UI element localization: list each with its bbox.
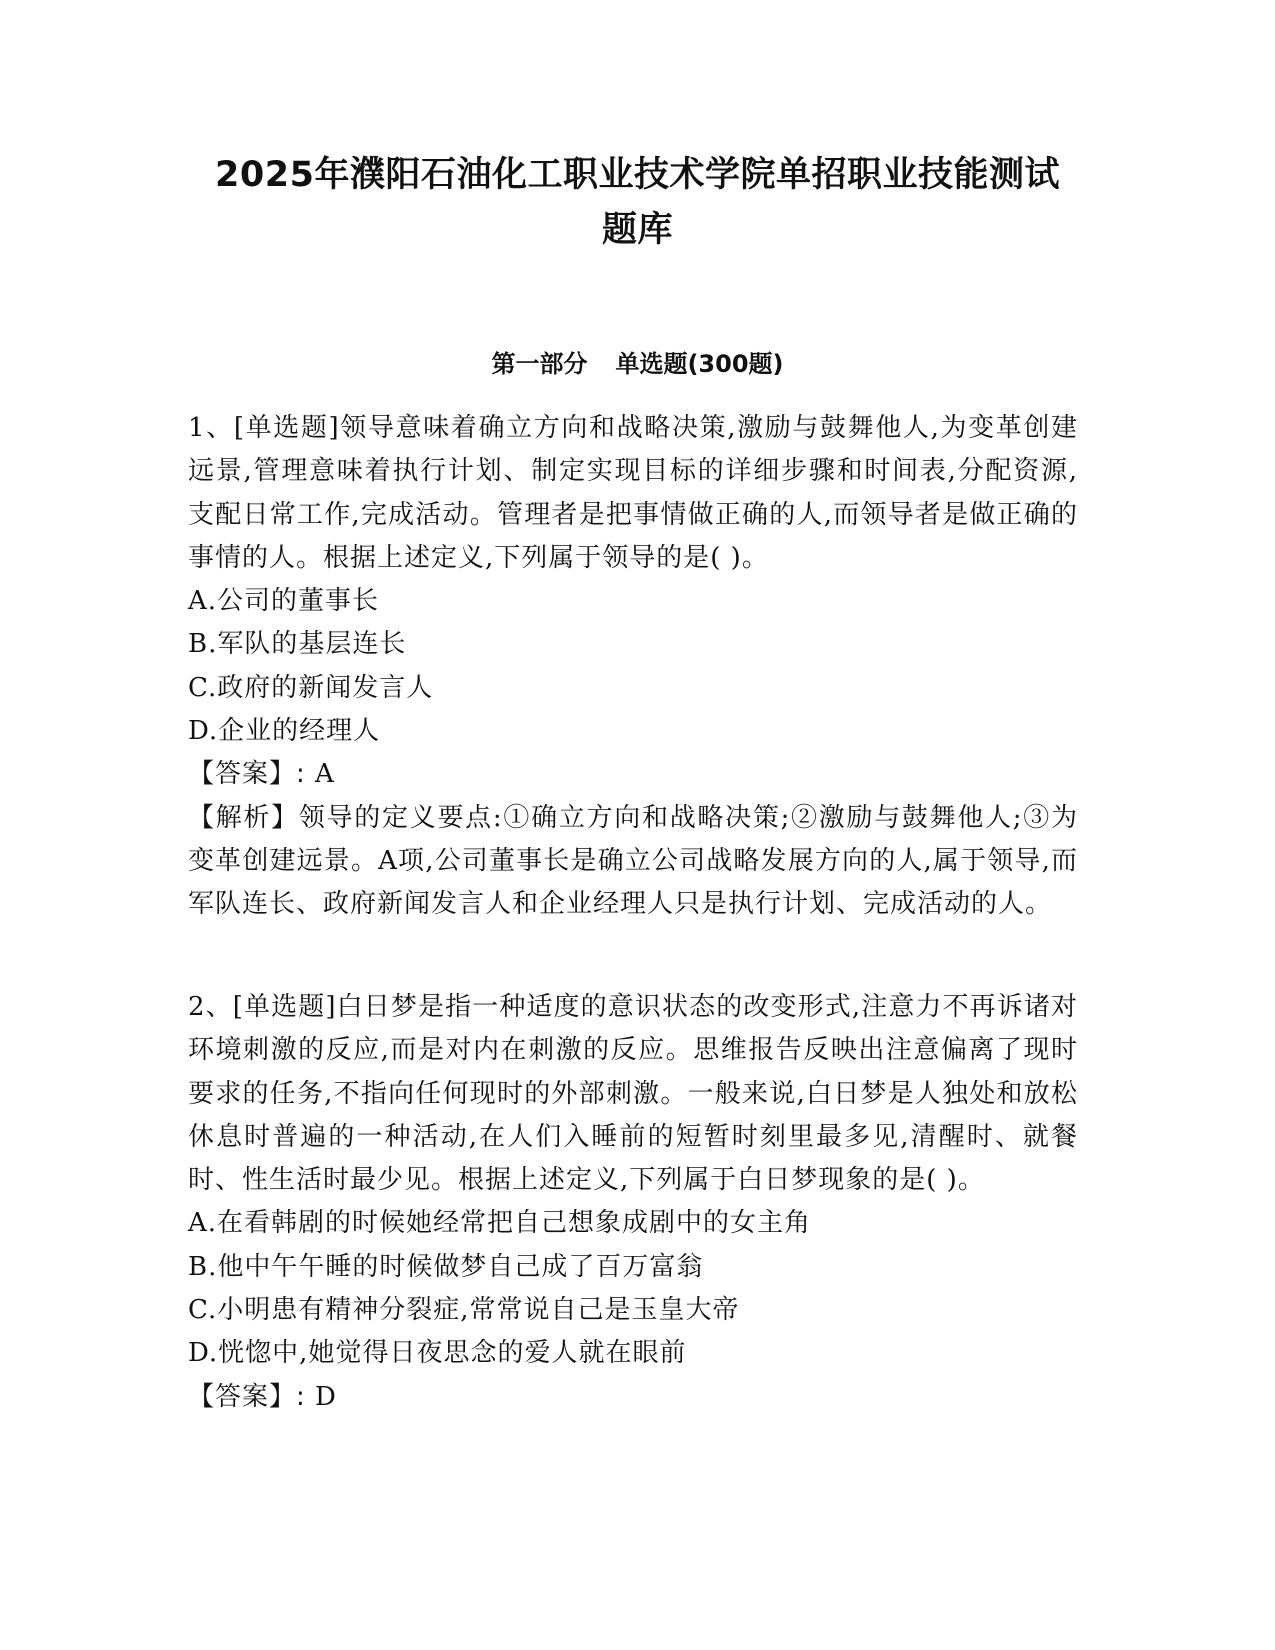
option-b: B.他中午午睡的时候做梦自己成了百万富翁 bbox=[188, 1251, 704, 1282]
option-a: A.在看韩剧的时候她经常把自己想象成剧中的女主角 bbox=[188, 1208, 812, 1239]
section-part: 第一部分 bbox=[491, 350, 588, 378]
document-title bbox=[150, 148, 1125, 258]
answer-line bbox=[188, 1376, 1078, 1419]
question-stem bbox=[188, 986, 1078, 1202]
option-c: C.小明患有精神分裂症,常常说自己是玉皇大帝 bbox=[188, 1295, 740, 1326]
question-1 bbox=[188, 407, 1078, 927]
answer-separator: : bbox=[296, 759, 316, 790]
question-type-tag: [单选题] bbox=[233, 413, 340, 443]
question-2 bbox=[188, 986, 1078, 1419]
question-stem-text: 领导意味着确立方向和战略决策,激励与鼓舞他人,为变革创建远景,管理意味着执行计划、制定实现目标的详细步骤和时间表,分配资源,支配日常工作,完成活动。管理者是把事情做正确的人,而领导者是做正确的事情的人。根据上述定义,下列属于领导的是( )。 bbox=[188, 413, 1079, 573]
option-d: D.恍惚中,她觉得日夜思念的爱人就在眼前 bbox=[188, 1338, 687, 1369]
question-stem bbox=[188, 407, 1078, 580]
analysis-label: 【解析】 bbox=[188, 802, 299, 833]
question-number: 2、 bbox=[188, 992, 233, 1022]
section-name: 单选题(300题) bbox=[615, 350, 784, 378]
answer-separator: : bbox=[296, 1381, 316, 1412]
section-heading bbox=[150, 346, 1125, 382]
question-number: 1、 bbox=[188, 413, 234, 443]
title-line-1: 2025年濮阳石油化工职业技术学院单招职业技能测试 bbox=[215, 155, 1060, 195]
answer-line bbox=[188, 753, 1078, 796]
answer-label: 【答案】 bbox=[188, 1381, 297, 1412]
question-stem-text: 白日梦是指一种适度的意识状态的改变形式,注意力不再诉诸对环境刺激的反应,而是对内在刺激的反应。思维报告反映出注意偏离了现时要求的任务,不指向任何现时的外部刺激。一般来说,白日梦是人独处和放松休息时普遍的一种活动,在人们入睡前的短暂时刻里最多见,清醒时、就餐时、性生活时最少见。根据上述定义,下列属于白日梦现象的是( )。 bbox=[188, 992, 1079, 1196]
option-d: D.企业的经理人 bbox=[188, 716, 381, 747]
option-c: C.政府的新闻发言人 bbox=[188, 672, 434, 703]
option-a: A.公司的董事长 bbox=[188, 586, 380, 617]
question-type-tag: [单选题] bbox=[232, 992, 337, 1022]
answer-label: 【答案】 bbox=[188, 759, 297, 790]
answer-value: A bbox=[315, 759, 335, 790]
analysis-text: 领导的定义要点:①确立方向和战略决策;②激励与鼓舞他人;③为变革创建远景。A项,公司董事长是确立公司战略发展方向的人,属于领导,而军队连长、政府新闻发言人和企业经理人只是执行计划、完成活动的人。 bbox=[188, 802, 1078, 920]
analysis bbox=[188, 797, 1078, 927]
option-b: B.军队的基层连长 bbox=[188, 629, 407, 660]
answer-value: D bbox=[315, 1381, 337, 1412]
title-line-2: 题库 bbox=[601, 210, 673, 250]
